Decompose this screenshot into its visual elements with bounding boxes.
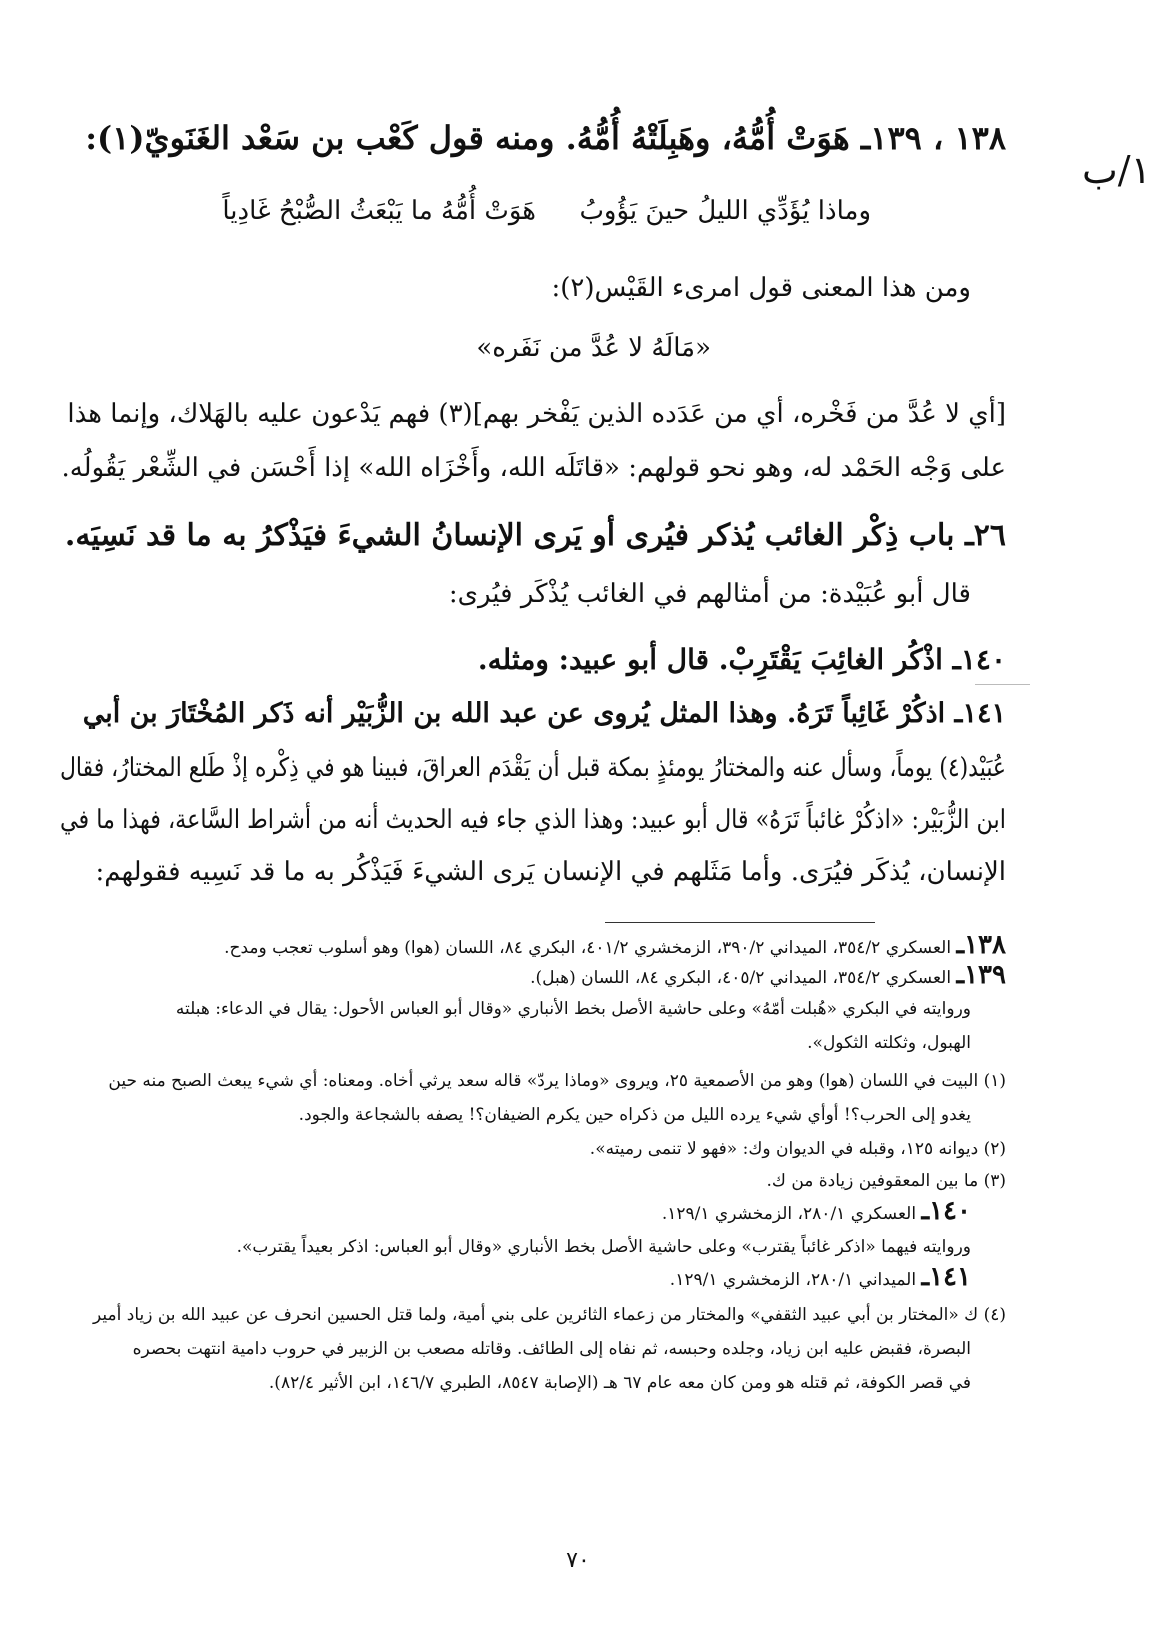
body-line: ومن هذا المعنى قول امرىء القَيْس(٢):: [551, 273, 971, 303]
chapter-heading: ٢٦ـ باب ذِكْر الغائب يُذكر فيُرى أو يَرى الإنسانُ الشيءَ فيَذْكرُ به ما قد نَسِيَه.: [64, 518, 1006, 553]
footnote-140: [662, 1196, 971, 1226]
body-line: [أي لا عُدَّ من فَخْره، أي من عَدَده الذين يَفْخر بهم](٣) فهم يَدْعون عليه بالهَلاك، وإنما هذا: [67, 399, 1006, 429]
entry-140: ١٤٠ـ اذْكُر الغائِبَ يَقْتَرِبْ. قال أبو عبيد: ومثله.: [477, 643, 1006, 676]
footnote-1: (١) البيت في اللسان (هوا) وهو من الأصمعية ٢٥، ويروى «وماذا يردّ» قاله سعد يرثي أخاه. ومعناه: أي شيء يبعث الصبح منه حين: [108, 1071, 1006, 1091]
footnote-line: يغدو إلى الحرب؟! أوأي شيء يرده الليل من ذكراه حين يكرم الضيفان؟! يصفه بالشجاعة والجود.: [298, 1105, 971, 1125]
entry-138-139: ١٣٨ ، ١٣٩ـ هَوَتْ أُمُّهُ، وهَبِلَتْهُ أُمُّهُ. ومنه قول كَعْب بن سَعْد الغَنَويّ(١):: [85, 119, 1006, 157]
footnote-text: العسكري ٢٨٠/١، الزمخشري ١٢٩/١.: [661, 1204, 917, 1224]
footnote-text: العسكري ٣٥٤/٢، الميداني ٣٩٠/٢، الزمخشري ٤٠١/٢، البكري ٨٤، اللسان (هوا) وهو أسلوب تعجب ومدح.: [224, 938, 952, 958]
footnote-number: ١٣٩ـ: [956, 960, 1006, 990]
body-line: قال أبو عُبَيْدة: من أمثالهم في الغائب يُذْكَر فيُرى:: [448, 579, 971, 609]
footnote-text: الميداني ٢٨٠/١، الزمخشري ١٢٩/١.: [669, 1270, 917, 1290]
body-line: على وَجْه الحَمْد له، وهو نحو قولهم: «قاتَلَه الله، وأَخْزَاه الله» إذا أَحْسَن في الشِّعْر يَقُولُه.: [61, 453, 1006, 483]
body-line: الإنسان، يُذكَر فيُرَى. وأما مَثَلهم في الإنسان يَرى الشيءَ فَيَذْكُر به ما قد نَسِيه فقولهم:: [95, 857, 1006, 887]
footnote-number: ١٤٠ـ: [921, 1196, 971, 1226]
footnote-141: [670, 1262, 971, 1292]
verse-first-hemistich: هَوَتْ أُمُّهُ ما يَبْعَثُ الصُّبْحُ غَادِياً: [222, 196, 536, 226]
footnote-line: وروايته فيهما «اذكر غائباً يقترب» وعلى حاشية الأصل بخط الأنباري «وقال أبو العباس: اذكر بعيداً يقترب».: [236, 1237, 971, 1257]
footnote-text: العسكري ٣٥٤/٢، الميداني ٤٠٥/٢، البكري ٨٤، اللسان (هبل).: [530, 968, 952, 988]
footnote-138: [224, 930, 1006, 960]
footnote-number: ١٤١ـ: [921, 1262, 971, 1292]
footnote-2: (٢) ديوانه ١٢٥، وقبله في الديوان وك: «فهو لا تنمى رميته».: [589, 1139, 1006, 1159]
margin-folio-note: ١/ب: [1082, 148, 1151, 192]
entry-141: ١٤١ـ اذكُرْ غَائِباً تَرَهُ. وهذا المثل يُروى عن عبد الله بن الزُّبَيْر أنه ذَكر المُخْتَارَ بن أبي: [82, 698, 1006, 729]
body-line: عُبَيْد(٤) يوماً، وسأل عنه والمختارُ يومئذٍ بمكة قبل أن يَقْدَم العراقَ، فبينا هو في ذِكْره إذْ طَلع المختارُ، فقال: [59, 753, 1006, 783]
footnote-line: وروايته في البكري «هُبلت أمّهُ» وعلى حاشية الأصل بخط الأنباري «وقال أبو العباس الأحول: يقال في الدعاء: هبلته: [175, 999, 971, 1019]
footnote-3: (٣) ما بين المعقوفين زيادة من ك.: [766, 1171, 1006, 1191]
margin-dash: [975, 684, 1030, 685]
footnote-line: في قصر الكوفة، ثم قتله هو ومن كان معه عام ٦٧ هـ (الإصابة ٨٥٤٧، الطبري ١٤٦/٧، ابن الأثير ٨٢/٤).: [268, 1373, 971, 1393]
quoted-verse: «مَالَهُ لا عُدَّ من نَفَره»: [476, 333, 711, 363]
verse-second-hemistich: وماذا يُؤَدِّي الليلُ حينَ يَؤُوبُ: [579, 196, 871, 226]
footnote-line: الهبول، وثكلته الثكول».: [807, 1033, 971, 1053]
footnote-number: ١٣٨ـ: [956, 930, 1006, 960]
page-number: ٧٠: [566, 1548, 590, 1573]
footnote-139: [530, 960, 1006, 990]
footnote-4: (٤) ك «المختار بن أبي عبيد الثقفي» والمختار من زعماء الثائرين على بني أمية، ولما قتل الحسين انحرف عن عبيد الله بن زياد أمير: [93, 1305, 1006, 1325]
footnote-line: البصرة، فقبض عليه ابن زياد، وجلده وحبسه، ثم نفاه إلى الطائف. وقاتله مصعب بن الزبير في حروب دامية انتهت بحصره: [132, 1339, 971, 1359]
body-line: ابن الزُّبَيْر: «اذكُرْ غائباً تَرَهُ» قال أبو عبيد: وهذا الذي جاء فيه الحديث أنه من أشراط السَّاعة، فهذا ما في: [60, 805, 1006, 835]
footnote-separator: [605, 922, 875, 923]
